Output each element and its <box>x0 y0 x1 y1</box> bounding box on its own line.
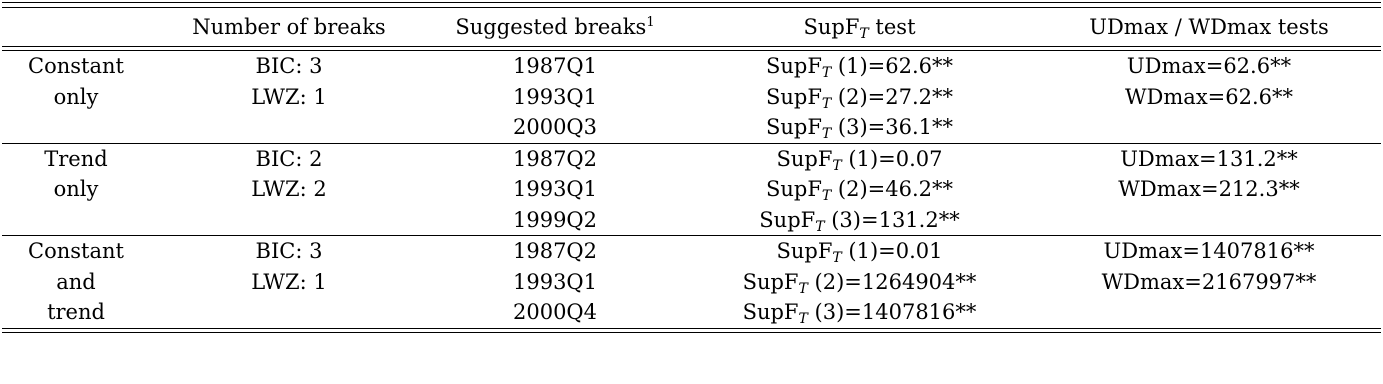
number-of-breaks-cell <box>150 112 428 143</box>
supf-subscript: T <box>815 218 825 235</box>
supf-prefix: SupF <box>776 239 833 263</box>
model-label: Constant <box>28 54 124 78</box>
supf-prefix: SupF <box>765 84 822 109</box>
suggested-break-cell: 1987Q2 <box>428 236 682 267</box>
udmax-wdmax-cell: WDmax=212.3** <box>1118 177 1300 201</box>
udmax-wdmax-cell <box>1037 297 1381 328</box>
supf-test-cell <box>682 112 1037 143</box>
supf-value: (3)=36.1** <box>831 115 954 139</box>
number-of-breaks-cell: BIC: 2 <box>150 143 428 174</box>
model-label: and <box>56 269 96 294</box>
suggested-break-cell: 1987Q1 <box>512 54 598 78</box>
number-of-breaks-cell <box>150 297 428 328</box>
table-row <box>2 112 1381 143</box>
number-of-breaks-cell: LWZ: 1 <box>251 269 327 294</box>
suggested-break-cell: 1993Q1 <box>512 84 598 109</box>
header-udmax-wdmax: UDmax / WDmax tests <box>1089 15 1329 39</box>
header-supf-subscript: T <box>859 26 869 42</box>
number-of-breaks-cell: BIC: 3 <box>255 54 323 78</box>
udmax-wdmax-cell: UDmax=62.6** <box>1126 54 1292 78</box>
supf-value: (2)=46.2** <box>831 177 954 201</box>
model-label: Constant <box>2 236 150 267</box>
header-suggested-breaks <box>428 8 682 47</box>
structural-breaks-table <box>2 2 1381 333</box>
header-model <box>2 8 150 47</box>
supf-test-cell <box>682 82 1037 113</box>
supf-value: (1)=0.01 <box>841 239 943 263</box>
header-row <box>2 8 1381 47</box>
model-label <box>2 112 150 143</box>
supf-test-cell <box>682 174 1037 205</box>
supf-subscript: T <box>821 95 832 112</box>
suggested-break-cell: 1987Q2 <box>428 143 682 174</box>
header-supf-test-word: test <box>868 15 916 39</box>
udmax-wdmax-cell: WDmax=62.6** <box>1124 84 1294 109</box>
header-number-of-breaks: Number of breaks <box>192 15 386 39</box>
header-supf-test <box>682 8 1037 47</box>
header-supf-text: SupF <box>803 15 860 39</box>
table-row <box>2 267 1381 298</box>
results-table-container <box>2 2 1381 333</box>
supf-value: (3)=131.2** <box>824 207 960 232</box>
number-of-breaks-cell: BIC: 3 <box>150 236 428 267</box>
supf-value: (3)=1407816** <box>807 300 977 324</box>
supf-subscript: T <box>798 311 808 327</box>
supf-prefix: SupF <box>742 300 799 324</box>
table-row <box>2 51 1381 82</box>
suggested-break-cell: 1993Q1 <box>512 177 598 201</box>
table-row <box>2 174 1381 205</box>
supf-subscript: T <box>832 157 842 174</box>
udmax-wdmax-cell <box>1037 112 1381 143</box>
udmax-wdmax-cell: UDmax=1407816** <box>1037 236 1381 267</box>
number-of-breaks-cell <box>150 205 428 236</box>
suggested-break-cell: 1999Q2 <box>512 207 598 232</box>
supf-prefix: SupF <box>759 207 816 232</box>
suggested-break-cell: 2000Q4 <box>512 300 598 324</box>
table-row <box>2 143 1381 174</box>
model-label: trend <box>47 300 105 324</box>
supf-subscript: T <box>821 188 832 204</box>
number-of-breaks-cell: LWZ: 2 <box>251 177 327 201</box>
header-suggested-breaks-text: Suggested breaks <box>455 15 647 39</box>
supf-value: (2)=1264904** <box>807 269 977 294</box>
table-row <box>2 236 1381 267</box>
supf-prefix: SupF <box>765 54 822 78</box>
table-row <box>2 205 1381 236</box>
bottom-double-rule <box>2 328 1381 332</box>
supf-prefix: SupF <box>776 146 833 171</box>
table-body <box>2 51 1381 329</box>
table-row <box>2 297 1381 328</box>
supf-test-cell <box>682 297 1037 328</box>
supf-subscript: T <box>832 250 842 266</box>
supf-test-cell <box>682 51 1037 82</box>
supf-subscript: T <box>798 280 808 297</box>
model-label <box>2 205 150 236</box>
supf-value: (1)=62.6** <box>831 54 954 78</box>
supf-test-cell <box>682 205 1037 236</box>
supf-test-cell <box>682 236 1037 267</box>
udmax-wdmax-cell <box>1037 205 1381 236</box>
supf-subscript: T <box>821 126 832 142</box>
supf-subscript: T <box>821 65 832 81</box>
supf-prefix: SupF <box>742 269 799 294</box>
supf-value: (1)=0.07 <box>841 146 943 171</box>
model-label: only <box>53 177 99 201</box>
supf-prefix: SupF <box>765 177 822 201</box>
supf-test-cell <box>682 267 1037 298</box>
table-row <box>2 82 1381 113</box>
number-of-breaks-cell: LWZ: 1 <box>251 84 327 109</box>
supf-prefix: SupF <box>765 115 822 139</box>
model-label: Trend <box>2 143 150 174</box>
suggested-break-cell: 1993Q1 <box>512 269 598 294</box>
footnote-marker: 1 <box>646 15 655 30</box>
supf-test-cell <box>682 143 1037 174</box>
supf-value: (2)=27.2** <box>831 84 954 109</box>
udmax-wdmax-cell: UDmax=131.2** <box>1037 143 1381 174</box>
suggested-break-cell: 2000Q3 <box>512 115 598 139</box>
udmax-wdmax-cell: WDmax=2167997** <box>1101 269 1317 294</box>
model-label: only <box>53 84 99 109</box>
